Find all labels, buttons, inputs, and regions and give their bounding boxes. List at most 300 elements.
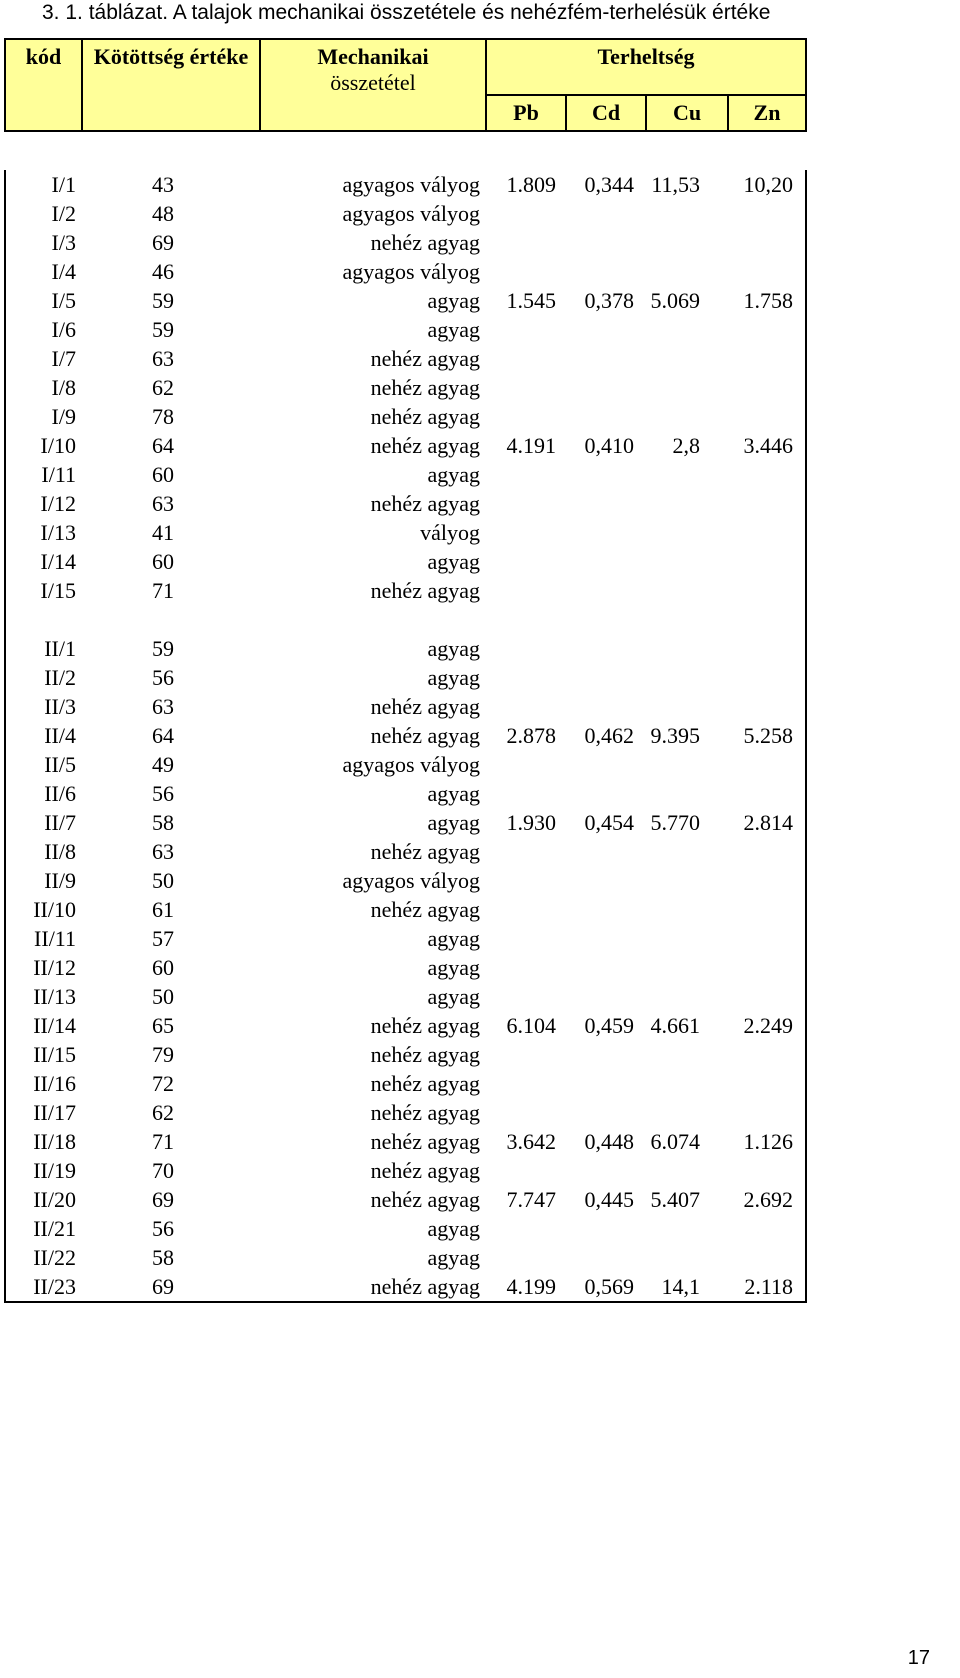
cell-kototseg: 56	[152, 665, 174, 690]
cell-pb	[486, 518, 566, 547]
cell-kod: I/5	[5, 286, 82, 315]
table-row	[5, 808, 806, 837]
cell-kototseg: 79	[152, 1042, 174, 1067]
cell-cu: 6.074	[650, 1129, 700, 1154]
cell-zn	[728, 1214, 806, 1243]
cell-mechanikai: agyag	[427, 781, 480, 806]
cell-mechanikai: nehéz agyag	[370, 578, 480, 603]
cell-mechanikai: agyagos vályog	[342, 172, 480, 197]
cell-kototseg: 62	[152, 1100, 174, 1125]
cell-cd	[566, 344, 646, 373]
cell-cd: 0,462	[584, 723, 634, 748]
cell-mechanikai: nehéz agyag	[370, 1158, 480, 1183]
cell-zn	[728, 837, 806, 866]
cell-zn	[728, 228, 806, 257]
cell-zn	[728, 199, 806, 228]
cell-cd	[566, 460, 646, 489]
cell-pb	[486, 547, 566, 576]
cell-cd	[566, 837, 646, 866]
cell-mechanikai: nehéz agyag	[370, 404, 480, 429]
cell-mechanikai: agyag	[427, 1216, 480, 1241]
cell-mechanikai: nehéz agyag	[370, 346, 480, 371]
table-row	[5, 953, 806, 982]
cell-kod: I/15	[5, 576, 82, 605]
cell-kod: II/1	[5, 634, 82, 663]
cell-zn	[728, 460, 806, 489]
cell-kototseg: 59	[152, 288, 174, 313]
cell-cu	[646, 228, 728, 257]
cell-kototseg: 57	[152, 926, 174, 951]
cell-kod: II/8	[5, 837, 82, 866]
cell-pb	[486, 402, 566, 431]
cell-kod: I/2	[5, 199, 82, 228]
table-row	[5, 1185, 806, 1214]
cell-kototseg: 41	[152, 520, 174, 545]
cell-cd	[566, 866, 646, 895]
cell-kototseg: 50	[152, 984, 174, 1009]
cell-cu	[646, 692, 728, 721]
cell-mechanikai: agyag	[427, 1245, 480, 1270]
cell-kod: II/5	[5, 750, 82, 779]
cell-kod: I/7	[5, 344, 82, 373]
cell-kod: II/2	[5, 663, 82, 692]
cell-kod: I/4	[5, 257, 82, 286]
data-table	[4, 170, 807, 1303]
table-row	[5, 1214, 806, 1243]
cell-cu	[646, 373, 728, 402]
table-row	[5, 431, 806, 460]
header-pb: Pb	[486, 95, 566, 131]
cell-kod: II/10	[5, 895, 82, 924]
cell-cd	[566, 663, 646, 692]
cell-zn	[728, 866, 806, 895]
cell-cd	[566, 605, 646, 634]
cell-pb	[486, 866, 566, 895]
cell-pb	[486, 199, 566, 228]
cell-cd	[566, 750, 646, 779]
cell-kototseg: 50	[152, 868, 174, 893]
cell-mechanikai: agyag	[427, 665, 480, 690]
cell-zn	[728, 663, 806, 692]
cell-cu	[646, 895, 728, 924]
cell-pb	[486, 1214, 566, 1243]
cell-cu	[646, 1243, 728, 1272]
cell-cd: 0,459	[584, 1013, 634, 1038]
cell-zn: 2.692	[728, 1185, 806, 1214]
table-row	[5, 837, 806, 866]
cell-cu	[646, 1098, 728, 1127]
cell-cu	[646, 1156, 728, 1185]
cell-kototseg: 71	[152, 578, 174, 603]
table-row	[5, 1040, 806, 1069]
cell-zn: 5.258	[728, 721, 806, 750]
cell-kototseg: 56	[152, 1216, 174, 1241]
cell-zn	[728, 1098, 806, 1127]
cell-kod: II/7	[5, 808, 82, 837]
cell-kototseg: 61	[152, 897, 174, 922]
cell-cd: 0,344	[584, 172, 634, 197]
table-row	[5, 1243, 806, 1272]
cell-zn	[728, 1040, 806, 1069]
cell-zn	[728, 257, 806, 286]
cell-pb	[486, 489, 566, 518]
cell-kod: I/13	[5, 518, 82, 547]
cell-mechanikai: nehéz agyag	[260, 1272, 486, 1302]
cell-kototseg: 58	[152, 1245, 174, 1270]
cell-kototseg: 48	[152, 201, 174, 226]
cell-cu	[646, 199, 728, 228]
cell-pb	[486, 953, 566, 982]
cell-cu: 5.069	[650, 288, 700, 313]
cell-cu	[646, 779, 728, 808]
cell-cd	[566, 257, 646, 286]
cell-cd	[566, 1243, 646, 1272]
cell-kod: II/22	[5, 1243, 82, 1272]
cell-mechanikai: nehéz agyag	[370, 694, 480, 719]
cell-zn	[728, 982, 806, 1011]
table-row	[5, 866, 806, 895]
cell-cu: 2,8	[672, 433, 700, 458]
cell-pb	[486, 344, 566, 373]
cell-kod: II/12	[5, 953, 82, 982]
cell-mechanikai	[260, 605, 486, 634]
cell-kototseg: 63	[152, 491, 174, 516]
cell-cd	[566, 924, 646, 953]
cell-zn	[728, 402, 806, 431]
cell-cd	[566, 779, 646, 808]
cell-pb	[486, 924, 566, 953]
cell-pb	[486, 576, 566, 605]
cell-zn	[728, 692, 806, 721]
cell-pb	[486, 634, 566, 663]
table-row	[5, 634, 806, 663]
cell-kod: I/10	[5, 431, 82, 460]
table-header	[4, 38, 807, 132]
cell-kod: I/6	[5, 315, 82, 344]
cell-mechanikai: agyagos vályog	[342, 259, 480, 284]
cell-cu: 14,1	[646, 1272, 728, 1302]
cell-mechanikai: agyagos vályog	[342, 752, 480, 777]
cell-cu: 9.395	[650, 723, 700, 748]
cell-pb	[486, 779, 566, 808]
cell-mechanikai: nehéz agyag	[370, 723, 480, 748]
cell-cu	[646, 402, 728, 431]
cell-zn	[728, 344, 806, 373]
cell-pb: 3.642	[506, 1129, 556, 1154]
header-cd: Cd	[566, 95, 646, 131]
cell-cu	[646, 460, 728, 489]
cell-cd	[566, 547, 646, 576]
cell-pb: 1.930	[506, 810, 556, 835]
cell-kod: I/12	[5, 489, 82, 518]
cell-mechanikai: nehéz agyag	[370, 1187, 480, 1212]
cell-cu	[646, 924, 728, 953]
cell-mechanikai: nehéz agyag	[370, 1013, 480, 1038]
header-mechanikai-line2: összetétel	[330, 70, 416, 95]
cell-cd	[566, 953, 646, 982]
table-row	[5, 460, 806, 489]
cell-mechanikai: agyag	[427, 462, 480, 487]
cell-zn	[728, 1069, 806, 1098]
table-row	[5, 576, 806, 605]
table-row	[5, 663, 806, 692]
cell-cu	[646, 953, 728, 982]
cell-zn: 10,20	[728, 170, 806, 199]
cell-cu	[646, 866, 728, 895]
cell-kototseg: 60	[152, 549, 174, 574]
cell-pb: 2.878	[506, 723, 556, 748]
cell-kototseg: 43	[152, 172, 174, 197]
cell-kototseg: 49	[152, 752, 174, 777]
cell-pb	[486, 605, 566, 634]
cell-zn	[728, 489, 806, 518]
cell-zn	[728, 576, 806, 605]
cell-kototseg: 64	[152, 723, 174, 748]
cell-pb	[486, 837, 566, 866]
header-mechanikai	[260, 39, 486, 131]
cell-mechanikai: agyag	[427, 926, 480, 951]
cell-kod: II/13	[5, 982, 82, 1011]
cell-cu: 5.407	[650, 1187, 700, 1212]
table-row	[5, 1098, 806, 1127]
cell-cd	[566, 895, 646, 924]
cell-zn: 1.126	[728, 1127, 806, 1156]
cell-pb: 4.191	[506, 433, 556, 458]
cell-cu: 5.770	[650, 810, 700, 835]
cell-kototseg: 69	[152, 230, 174, 255]
cell-cu: 11,53	[651, 172, 700, 197]
cell-pb	[486, 1069, 566, 1098]
cell-cd	[566, 1214, 646, 1243]
cell-kod	[5, 605, 82, 634]
cell-kototseg: 78	[152, 404, 174, 429]
cell-kod: I/9	[5, 402, 82, 431]
cell-pb	[486, 1156, 566, 1185]
cell-pb	[486, 750, 566, 779]
cell-pb	[486, 1098, 566, 1127]
cell-zn	[728, 1243, 806, 1272]
cell-zn	[728, 634, 806, 663]
cell-cu	[646, 489, 728, 518]
cell-pb	[486, 982, 566, 1011]
cell-mechanikai: nehéz agyag	[370, 375, 480, 400]
cell-mechanikai: nehéz agyag	[370, 491, 480, 516]
cell-cu	[646, 634, 728, 663]
cell-kototseg: 65	[152, 1013, 174, 1038]
table-row	[5, 199, 806, 228]
header-cu: Cu	[646, 95, 728, 131]
cell-mechanikai: agyag	[427, 636, 480, 661]
table-row	[5, 721, 806, 750]
cell-mechanikai: nehéz agyag	[370, 897, 480, 922]
cell-kod: II/17	[5, 1098, 82, 1127]
cell-cd	[566, 692, 646, 721]
cell-mechanikai: agyag	[427, 317, 480, 342]
cell-mechanikai: nehéz agyag	[370, 230, 480, 255]
cell-zn	[728, 750, 806, 779]
cell-mechanikai: nehéz agyag	[370, 1071, 480, 1096]
cell-cd: 0,410	[584, 433, 634, 458]
cell-cd	[566, 634, 646, 663]
table-row	[5, 315, 806, 344]
cell-mechanikai: nehéz agyag	[370, 839, 480, 864]
cell-cd	[566, 1069, 646, 1098]
cell-zn	[728, 547, 806, 576]
cell-mechanikai: nehéz agyag	[370, 1129, 480, 1154]
cell-cu: 4.661	[650, 1013, 700, 1038]
cell-kod: II/18	[5, 1127, 82, 1156]
table-row	[5, 257, 806, 286]
cell-cd	[566, 576, 646, 605]
cell-mechanikai: agyag	[427, 288, 480, 313]
cell-pb: 6.104	[506, 1013, 556, 1038]
cell-kototseg: 46	[152, 259, 174, 284]
cell-pb	[486, 315, 566, 344]
table-row	[5, 924, 806, 953]
table-row	[5, 1156, 806, 1185]
table-row	[5, 982, 806, 1011]
cell-zn	[728, 895, 806, 924]
cell-kod: II/6	[5, 779, 82, 808]
cell-cu	[646, 576, 728, 605]
header-mechanikai-line1: Mechanikai	[317, 44, 429, 69]
cell-kototseg: 62	[152, 375, 174, 400]
cell-cd: 0,448	[584, 1129, 634, 1154]
cell-mechanikai: vályog	[420, 520, 480, 545]
cell-cu	[646, 982, 728, 1011]
table-row	[5, 373, 806, 402]
cell-zn: 2.118	[728, 1272, 806, 1302]
cell-zn	[728, 315, 806, 344]
cell-kod: I/11	[5, 460, 82, 489]
header-zn: Zn	[728, 95, 806, 131]
table-row	[5, 547, 806, 576]
cell-mechanikai: agyag	[427, 810, 480, 835]
cell-zn	[728, 953, 806, 982]
table-row	[5, 1011, 806, 1040]
cell-cd	[566, 228, 646, 257]
cell-kototseg: 72	[152, 1071, 174, 1096]
cell-cd: 0,378	[584, 288, 634, 313]
cell-cd	[566, 518, 646, 547]
cell-zn	[728, 779, 806, 808]
cell-zn: 2.814	[728, 808, 806, 837]
cell-kod: II/4	[5, 721, 82, 750]
cell-cu	[646, 1069, 728, 1098]
cell-cd	[566, 373, 646, 402]
cell-pb: 1.545	[506, 288, 556, 313]
cell-kototseg: 60	[152, 462, 174, 487]
table-row	[5, 1272, 806, 1302]
cell-cd: 0,445	[584, 1187, 634, 1212]
cell-mechanikai: agyagos vályog	[342, 201, 480, 226]
cell-cd: 0,569	[566, 1272, 646, 1302]
cell-zn	[728, 605, 806, 634]
cell-mechanikai: agyag	[427, 549, 480, 574]
cell-cd	[566, 1040, 646, 1069]
cell-mechanikai: agyag	[427, 984, 480, 1009]
cell-kototseg: 70	[152, 1158, 174, 1183]
cell-kod: I/14	[5, 547, 82, 576]
cell-pb	[486, 1243, 566, 1272]
table-row	[5, 692, 806, 721]
cell-kototseg: 71	[152, 1129, 174, 1154]
cell-kototseg: 63	[152, 346, 174, 371]
cell-kototseg: 59	[152, 636, 174, 661]
cell-kototseg: 60	[152, 955, 174, 980]
cell-kototseg: 69	[152, 1187, 174, 1212]
cell-pb	[486, 692, 566, 721]
cell-kod: I/1	[5, 170, 82, 199]
header-kod: kód	[5, 39, 82, 131]
cell-pb: 1.809	[506, 172, 556, 197]
cell-pb	[486, 895, 566, 924]
cell-cd	[566, 402, 646, 431]
table-row	[5, 402, 806, 431]
cell-zn: 1.758	[728, 286, 806, 315]
cell-cu	[646, 344, 728, 373]
cell-kod: II/23	[5, 1272, 82, 1302]
table-row	[5, 344, 806, 373]
cell-pb	[486, 663, 566, 692]
cell-zn: 3.446	[728, 431, 806, 460]
table-caption: 3. 1. táblázat. A talajok mechanikai összetétele és nehézfém-terhelésük értéke	[42, 1, 771, 24]
cell-kototseg: 59	[152, 317, 174, 342]
cell-mechanikai: nehéz agyag	[370, 1042, 480, 1067]
cell-zn: 2.249	[728, 1011, 806, 1040]
cell-kototseg	[82, 605, 260, 634]
table-row	[5, 779, 806, 808]
header-kototseg: Kötöttség értéke	[82, 39, 260, 131]
cell-mechanikai: nehéz agyag	[370, 433, 480, 458]
table-row	[5, 750, 806, 779]
cell-cu	[646, 257, 728, 286]
table-row	[5, 1069, 806, 1098]
cell-kod: II/20	[5, 1185, 82, 1214]
cell-zn	[728, 518, 806, 547]
cell-zn	[728, 1156, 806, 1185]
cell-pb	[486, 257, 566, 286]
cell-kototseg: 58	[152, 810, 174, 835]
cell-cu	[646, 750, 728, 779]
table-row	[5, 228, 806, 257]
cell-cu	[646, 547, 728, 576]
cell-cu	[646, 315, 728, 344]
table-row	[5, 489, 806, 518]
cell-cu	[646, 518, 728, 547]
cell-kod: II/14	[5, 1011, 82, 1040]
table-row-spacer	[5, 605, 806, 634]
cell-kototseg: 64	[152, 433, 174, 458]
cell-zn	[728, 924, 806, 953]
cell-kototseg: 63	[152, 694, 174, 719]
table-row	[5, 286, 806, 315]
cell-kod: II/3	[5, 692, 82, 721]
header-terheltseg: Terheltség	[486, 39, 806, 95]
cell-pb: 7.747	[506, 1187, 556, 1212]
cell-kod: II/21	[5, 1214, 82, 1243]
cell-kod: I/8	[5, 373, 82, 402]
cell-cd	[566, 1156, 646, 1185]
cell-pb	[486, 460, 566, 489]
cell-cd	[566, 1098, 646, 1127]
cell-kod: II/11	[5, 924, 82, 953]
cell-kod: II/19	[5, 1156, 82, 1185]
cell-kototseg: 56	[152, 781, 174, 806]
table-row	[5, 895, 806, 924]
cell-pb	[486, 1040, 566, 1069]
cell-mechanikai: nehéz agyag	[370, 1100, 480, 1125]
